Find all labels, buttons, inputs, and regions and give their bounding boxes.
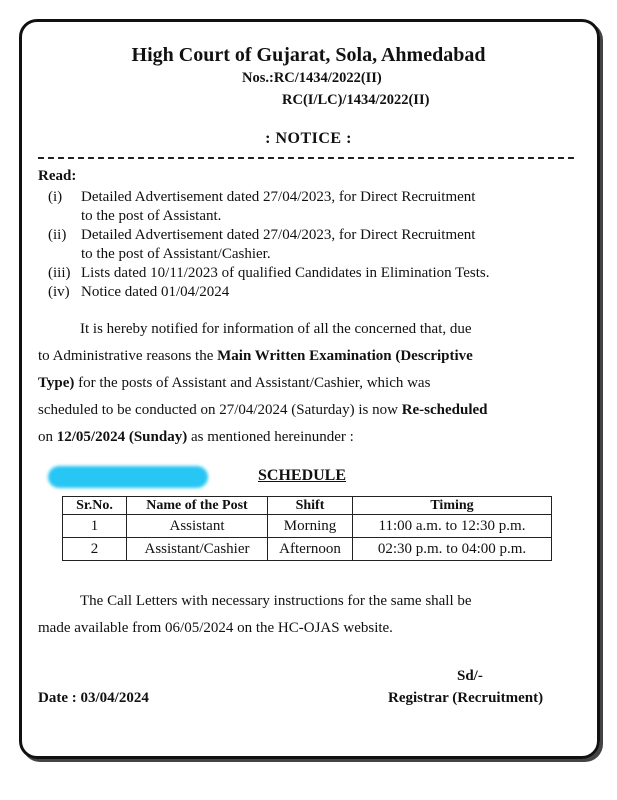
read-item-text: Detailed Advertisement dated 27/04/2023, for Direct Recruitment [81, 189, 476, 205]
table-cell: Assistant [127, 515, 268, 538]
table-cell: 11:00 a.m. to 12:30 p.m. [353, 515, 552, 538]
read-item [48, 226, 574, 264]
read-item-number: (ii) [48, 227, 67, 243]
signatory-title: Registrar (Recruitment) [388, 690, 544, 706]
dashed-divider [38, 157, 574, 159]
read-item-number: (iii) [48, 265, 71, 281]
table-cell: 02:30 p.m. to 04:00 p.m. [353, 538, 552, 561]
body-line: Type) for the posts of Assistant and Assistant/Cashier, which was [38, 375, 431, 391]
read-item [48, 264, 574, 283]
read-label: Read: [38, 168, 77, 184]
read-item-line [48, 188, 574, 207]
table-cell: 1 [63, 515, 127, 538]
body-line: It is hereby notified for information of all the concerned that, due [80, 321, 472, 337]
notice-date: Date : 03/04/2024 [38, 690, 149, 706]
schedule-title: SCHEDULE [258, 467, 347, 484]
closing-line: The Call Letters with necessary instructions for the same shall be [80, 593, 472, 609]
read-item-line: to the post of Assistant/Cashier. [81, 246, 271, 262]
reference-number-2: RC(I/LC)/1434/2022(II) [282, 92, 430, 108]
body-line: on 12/05/2024 (Sunday) as mentioned hereinunder : [38, 429, 354, 445]
redaction-mark [48, 466, 208, 488]
column-header: Sr.No. [63, 497, 127, 515]
body-line: to Administrative reasons the Main Written Examination (Descriptive [38, 348, 473, 364]
closing-line: made available from 06/05/2024 on the HC-OJAS website. [38, 620, 393, 636]
court-title: High Court of Gujarat, Sola, Ahmedabad [131, 44, 486, 66]
read-item-number: (iv) [48, 284, 70, 300]
table-cell: Assistant/Cashier [127, 538, 268, 561]
column-header: Name of the Post [127, 497, 268, 515]
read-item-number: (i) [48, 189, 63, 205]
signature-sd: Sd/- [457, 668, 483, 684]
column-header: Timing [353, 497, 552, 515]
table-header-row [63, 497, 552, 515]
notice-heading: : NOTICE : [265, 130, 352, 147]
column-header: Shift [268, 497, 353, 515]
schedule-table [62, 496, 552, 561]
read-item-line: Lists dated 10/11/2023 of qualified Candidates in Elimination Tests. [81, 265, 490, 281]
read-item [48, 283, 574, 302]
read-item-line: Detailed Advertisement dated 27/04/2023, for Direct Recruitment [81, 227, 476, 243]
table-row [63, 515, 552, 538]
body-line: scheduled to be conducted on 27/04/2024 (Saturday) is now Re-scheduled [38, 402, 488, 418]
reference-number-1: Nos.:RC/1434/2022(II) [242, 70, 382, 86]
table-row [63, 538, 552, 561]
read-item-line: Notice dated 01/04/2024 [81, 284, 230, 300]
read-item-line: to the post of Assistant. [81, 208, 222, 224]
table-cell: 2 [63, 538, 127, 561]
table-cell: Afternoon [268, 538, 353, 561]
table-cell: Morning [268, 515, 353, 538]
read-item [48, 188, 574, 226]
